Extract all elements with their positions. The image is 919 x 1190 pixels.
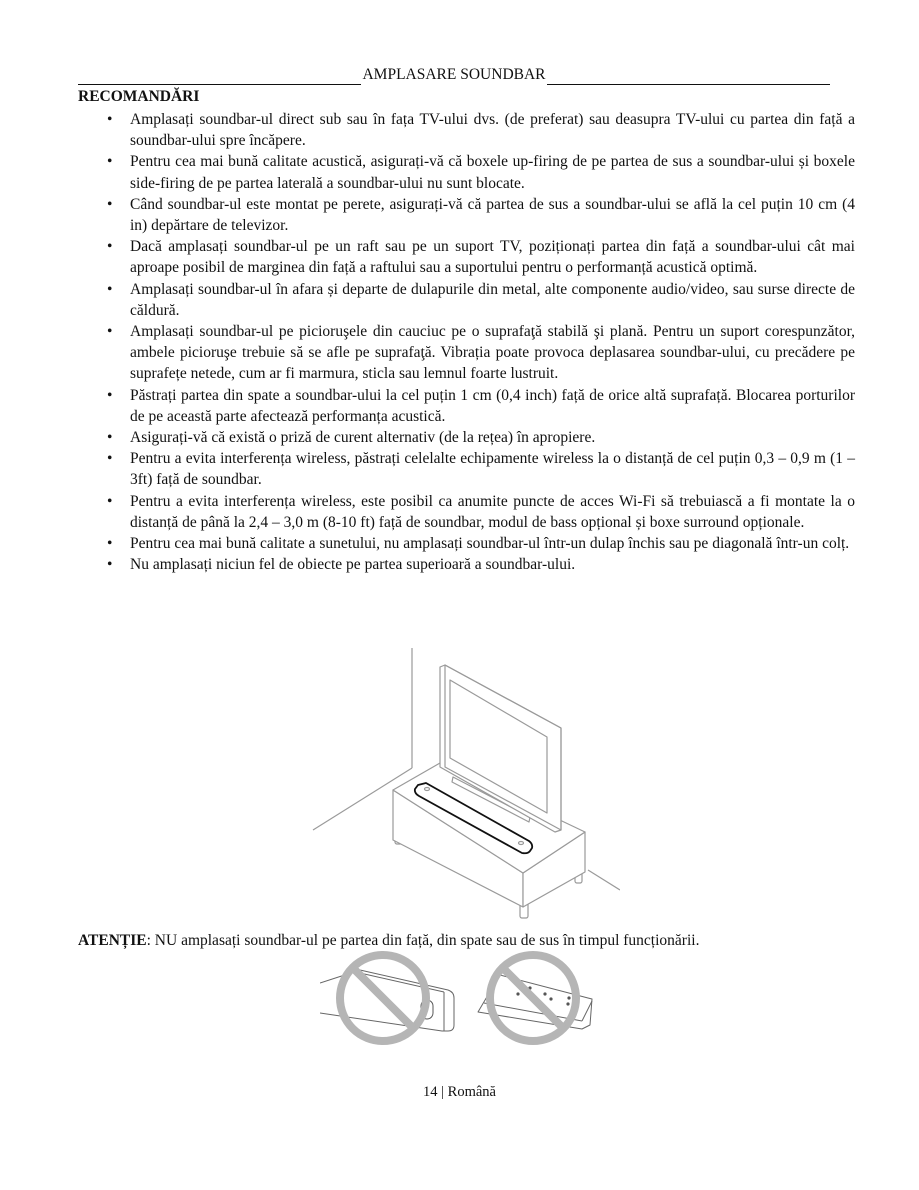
list-item: • Când soundbar-ul este montat pe perete, asigurați-vă că partea de sus a soundbar-ului se află la cel puțin 10 cm (4 in) depărtare de televizor. [107, 195, 855, 235]
list-item: • Pentru cea mai bună calitate acustică, asigurați-vă că boxele up-firing de pe partea de sus a soundbar-ului și boxele side-firing de pe partea laterală a soundbar-ului nu sunt blocate. [107, 153, 855, 192]
tv-soundbar-placement-illustration [300, 640, 620, 930]
header-rule-left [78, 68, 361, 85]
recommendations-list [107, 109, 855, 575]
list-item: • Pentru a evita interferența wireless, păstrați celelalte echipamente wireless la o distanță de cel puțin 0,3 – 0,9 m (1 – 3ft) față de soundbar. [107, 450, 855, 489]
list-item: • Amplasați soundbar-ul pe picioruşele din cauciuc pe o suprafaţă stabilă şi plană. Pentru un suport corespunzător, ambele picioruşe trebuie să se afle pe suprafaţă. Vibrația poate provoca deplasarea soundbar-ului, cu precădere pe suprafețe netede, cum ar fi marmura, sticla sau lemnul foarte lustruit. [107, 323, 855, 383]
header-rule-right [547, 68, 830, 85]
warning-text: : NU amplasați soundbar-ul pe partea din față, din spate sau de sus în timpul funcționării. [146, 932, 700, 949]
bullet-icon: • [107, 280, 113, 298]
header-title: AMPLASARE SOUNDBAR [362, 66, 546, 83]
list-item: • Păstrați partea din spate a soundbar-ului la cel puțin 1 cm (0,4 inch) față de orice altă suprafață. Blocarea porturilor de pe această parte afectează performanța acustică. [107, 386, 855, 425]
prohibited-front-orientation [320, 955, 454, 1041]
bullet-icon: • [107, 556, 113, 574]
warning-label: ATENȚIE [78, 932, 147, 949]
list-item: • Amplasați soundbar-ul direct sub sau în fața TV-ului dvs. (de preferat) sau deasupra TV-ului cu partea din față a soundbar-ului spre încăpere. [107, 111, 855, 150]
bullet-icon: • [107, 386, 113, 404]
prohibited-orientations-illustration [320, 945, 610, 1045]
bullet-icon: • [107, 492, 113, 510]
bullet-icon: • [107, 535, 113, 553]
page-header [78, 65, 830, 85]
bullet-icon: • [107, 195, 113, 213]
bullet-icon: • [107, 450, 113, 468]
list-item: • Pentru a evita interferența wireless, este posibil ca anumite puncte de acces Wi-Fi să trebuiască a fi montate la o distanță de până la 2,4 – 3,0 m (8-10 ft) față de soundbar, modul de bass opțional și boxe surround opționale. [107, 492, 855, 531]
list-item: • Amplasați soundbar-ul în afara și departe de dulapurile din metal, alte componente audio/video, sau surse directe de căldură. [107, 280, 855, 319]
list-item: • Pentru cea mai bună calitate a sunetului, nu amplasați soundbar-ul într-un dulap închis sau pe diagonală într-un colț. [130, 533, 855, 554]
list-item: • Asigurați-vă că există o priză de curent alternativ (de la rețea) în apropiere. [130, 427, 855, 448]
bullet-icon: • [107, 111, 113, 128]
list-item: • Dacă amplasați soundbar-ul pe un raft sau pe un suport TV, poziționați partea din față a soundbar-ului cât mai aproape posibil de marginea din față a raftului sau a suportului pentru o performanță acustică optimă. [107, 238, 855, 277]
page-footer: 14 | Română [423, 1084, 496, 1100]
bullet-icon: • [107, 323, 113, 341]
bullet-icon: • [107, 238, 113, 256]
list-item: • Nu amplasați niciun fel de obiecte pe partea superioară a soundbar-ului. [130, 554, 855, 575]
prohibited-top-orientation [478, 955, 592, 1041]
bullet-icon: • [107, 153, 113, 171]
bullet-icon: • [107, 429, 113, 447]
section-title: RECOMANDĂRI [78, 88, 200, 105]
